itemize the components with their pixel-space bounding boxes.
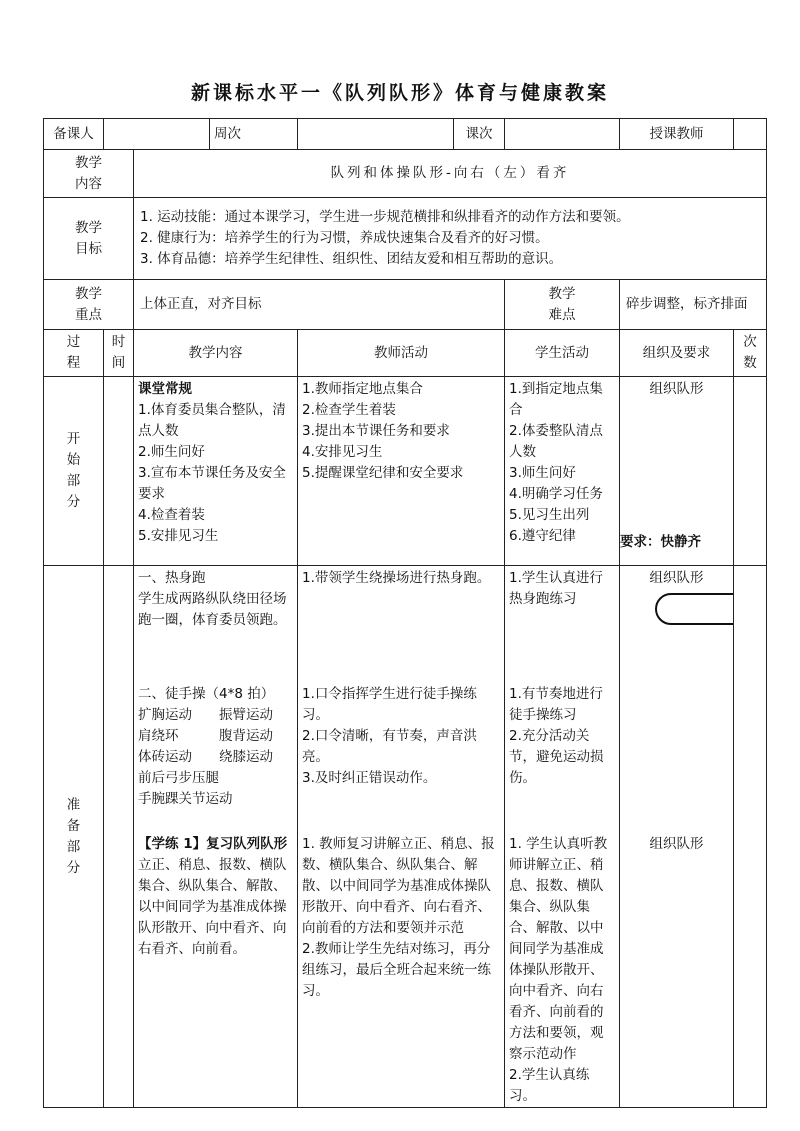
running-track-diagram [646, 588, 734, 658]
prep-section-row [44, 566, 767, 1108]
warmup-formation-label: 组织队形 [649, 570, 704, 586]
key-points-label: 教学 重点 [44, 280, 134, 330]
col-student: 学生活动 [505, 330, 620, 377]
practice-formation-label: 组织队形 [649, 836, 704, 852]
objective-item: 3. 体育品德：培养学生纪律性、组织性、团结友爱和相互帮助的意识。 [140, 251, 563, 267]
start-student-activity: 1.到指定地点集合 2.体委整队清点人数 3.师生问好 4.明确学习任务 5.见习生出列 6.遵守纪律 [505, 377, 620, 566]
week-label: 周次 [210, 119, 298, 150]
prep-student-cell [505, 566, 620, 1108]
practice-heading: 【学练 1】复习队列队形 [138, 836, 288, 852]
exercise-content: 二、徒手操（4*8 拍） 扩胸运动 振臂运动 肩绕环 腹背运动 体砖运动 绕膝运动 前后弓步压腿 手腕踝关节运动 [138, 686, 275, 807]
track-oval [656, 594, 734, 624]
objective-item: 1. 运动技能：通过本课学习，学生进一步规范横排和纵排看齐的动作方法和要领。 [140, 209, 630, 225]
start-teacher-activity: 1.教师指定地点集合 2.检查学生着装 3.提出本节课任务和要求 4.安排见习生 5.提醒课堂纪律和安全要求 [298, 377, 505, 566]
start-count-cell [734, 377, 767, 566]
preparer-field[interactable] [104, 119, 210, 150]
warmup-content: 一、热身跑 学生成两路纵队绕田径场跑一圈，体育委员领跑。 [138, 570, 287, 628]
content-row [44, 150, 767, 198]
start-time-cell [104, 377, 134, 566]
practice-content [138, 834, 293, 960]
practice-body: 立正、稍息、报数、横队集合、纵队集合、解散、以中间同学为基准成体操队形散开、向中看齐、向右看齐、向前看。 [138, 857, 287, 957]
prep-organization-cell [620, 566, 734, 1108]
prep-time-cell [104, 566, 134, 1108]
exercise-student: 1.有节奏地进行徒手操练习 2.充分活动关节，避免运动损伤。 [509, 686, 604, 786]
warmup-student: 1.学生认真进行热身跑练习 [509, 570, 603, 607]
col-teacher: 教师活动 [298, 330, 505, 377]
lesson-label: 课次 [454, 119, 505, 150]
start-phase-label: 开 始 部 分 [44, 377, 104, 566]
difficulties-label: 教学 难点 [505, 280, 620, 330]
start-content-cell [134, 377, 298, 566]
start-content-heading: 课堂常规 [138, 381, 192, 397]
start-section-row [44, 377, 767, 566]
page-title: 新课标水平一《队列队形》体育与健康教案 [190, 82, 609, 104]
col-organization: 组织及要求 [620, 330, 734, 377]
prep-phase-label: 准 备 部 分 [44, 566, 104, 1108]
start-requirement: 要求：快静齐 [620, 534, 701, 550]
start-organization-cell [620, 377, 734, 566]
focus-row [44, 280, 767, 330]
teacher-label: 授课教师 [620, 119, 734, 150]
warmup-teacher: 1.带领学生绕操场进行热身跑。 [302, 570, 491, 586]
objectives-list [134, 198, 767, 280]
prep-content-cell [134, 566, 298, 1108]
practice-student: 1. 学生认真听教师讲解立正、稍息、报数、横队集合、纵队集合、解散、以中间同学为基准成体操队形散开、向中看齐、向右看齐、向前看的方法和要领，观察示范动作 2.学生认真练习。 [509, 836, 608, 1104]
start-formation-label: 组织队形 [649, 381, 704, 397]
objectives-label: 教学 目标 [44, 198, 134, 280]
prep-teacher-cell [298, 566, 505, 1108]
objectives-row [44, 198, 767, 280]
prep-count-cell [734, 566, 767, 1108]
objective-item: 2. 健康行为：培养学生的行为习惯，养成快速集合及看齐的好习惯。 [140, 230, 549, 246]
preparer-label: 备课人 [44, 119, 104, 150]
col-count: 次 数 [734, 330, 767, 377]
teacher-field[interactable] [734, 119, 767, 150]
practice-teacher: 1. 教师复习讲解立正、稍息、报数、横队集合、纵队集合、解散、以中间同学为基准成体操队形散开、向中看齐、向右看齐、向前看的方法和要领并示范 2.教师让学生先结对练习，再分组练习，最后全班合起来统一练习。 [302, 836, 495, 999]
col-time: 时 间 [104, 330, 134, 377]
difficulties-value: 碎步调整，标齐排面 [620, 280, 767, 330]
week-field[interactable] [298, 119, 454, 150]
content-value: 队列和体操队形-向右（左）看齐 [134, 150, 767, 198]
key-points-value: 上体正直，对齐目标 [134, 280, 505, 330]
lesson-plan-table [43, 118, 767, 1108]
content-label: 教学 内容 [44, 150, 134, 198]
col-content: 教学内容 [134, 330, 298, 377]
exercise-teacher: 1.口令指挥学生进行徒手操练习。 2.口令清晰，有节奏，声音洪亮。 3.及时纠正错误动作。 [302, 686, 477, 786]
column-header-row [44, 330, 767, 377]
col-process: 过 程 [44, 330, 104, 377]
lesson-field[interactable] [505, 119, 620, 150]
start-content-body: 1.体育委员集合整队，清点人数 2.师生问好 3.宣布本节课任务及安全要求 4.检查着装 5.安排见习生 [138, 402, 286, 544]
header-row [44, 119, 767, 150]
